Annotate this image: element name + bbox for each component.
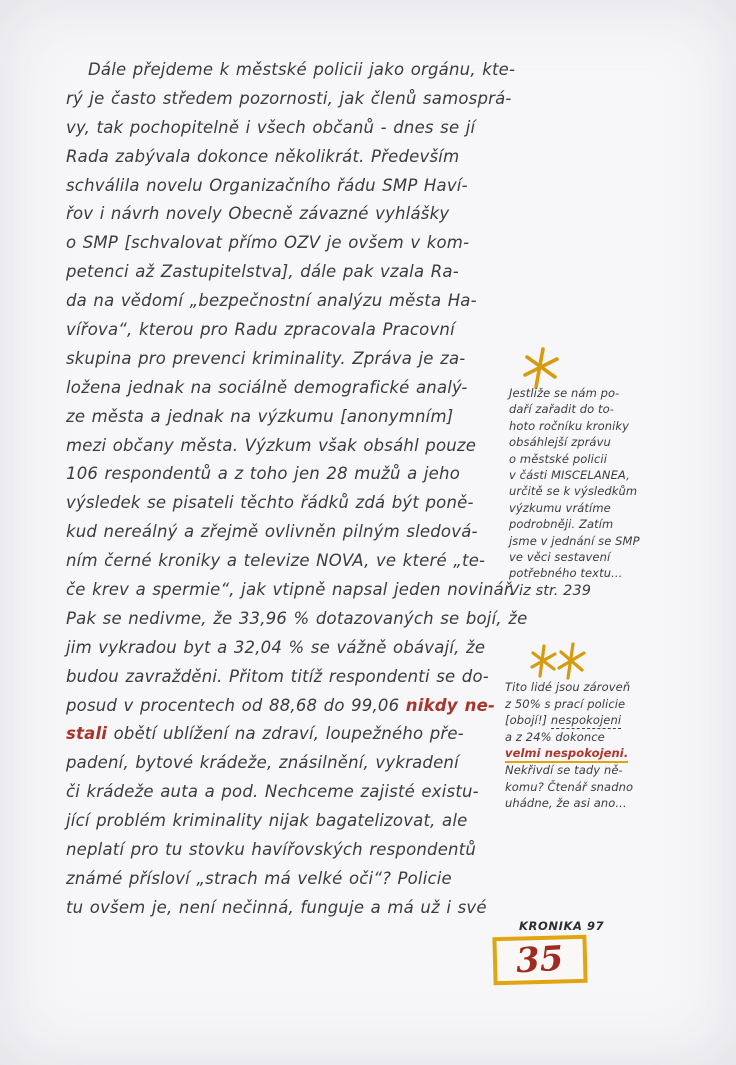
text-segment: rý je často středem pozornosti, jak členů samosprá- — [66, 88, 512, 108]
text-segment: Jestliže se nám po- — [509, 386, 620, 400]
text-line — [66, 840, 536, 869]
text-segment: padení, bytové krádeže, znásilnění, vykradení — [66, 753, 459, 773]
text-segment: známé přísloví „strach má velké oči“? Policie — [66, 868, 452, 888]
text-line — [66, 753, 536, 782]
text-segment: vy, tak pochopitelně i všech občanů - dnes se jí — [66, 117, 476, 137]
text-line — [66, 147, 536, 176]
text-line — [66, 869, 536, 898]
text-segment: v části MISCELANEA, — [509, 467, 630, 482]
text-line — [66, 204, 536, 233]
text-line — [66, 118, 536, 147]
text-segment: uhádne, že asi ano... — [505, 796, 627, 811]
text-line — [505, 680, 670, 697]
text-line — [66, 638, 536, 667]
margin-note-2 — [505, 680, 670, 813]
text-segment: tu ovšem je, není nečinná, funguje a má už i své — [66, 897, 487, 917]
text-segment: Tito lidé jsou zároveň — [505, 680, 631, 694]
text-segment: Viz str. 239 — [509, 582, 592, 599]
text-segment: jící problém kriminality nijak bagatelizovat, ale — [66, 811, 468, 831]
text-segment: obětí ublížení na zdraví, loupežného pře- — [107, 724, 464, 744]
text-line — [505, 730, 670, 747]
text-segment: obsáhlejší zprávu — [509, 435, 611, 450]
text-line — [66, 378, 536, 407]
text-segment: z 50% s prací policie — [505, 696, 626, 711]
text-segment: schválila novelu Organizačního řádu SMP Haví- — [66, 175, 468, 195]
text-line — [505, 763, 670, 780]
text-line — [66, 551, 536, 580]
text-line — [66, 464, 536, 493]
text-segment: kud nereálný a zřejmě ovlivněn pilným sledová- — [66, 522, 478, 542]
text-line — [509, 566, 661, 582]
text-segment: stali — [66, 724, 108, 744]
text-segment: řov i návrh novely Obecně závazné vyhlášky — [66, 204, 450, 224]
text-segment: potřebného textu... — [509, 566, 623, 581]
text-segment: ložena jednak na sociálně demografické analý- — [66, 377, 468, 397]
text-line — [505, 796, 670, 813]
text-segment: 106 respondentů a z toho jen 28 mužů a jeho — [66, 464, 460, 484]
text-segment: budou zavražděni. Přitom titíž respondenti se do- — [66, 666, 489, 686]
text-segment: skupina pro prevenci kriminality. Zpráva je za- — [66, 348, 466, 368]
text-line — [505, 780, 670, 797]
text-line — [66, 60, 536, 89]
text-segment: petenci až Zastupitelstva], dále pak vzala Ra- — [66, 262, 459, 282]
text-segment: da na vědomí „bezpečnostní analýzu města Ha- — [66, 291, 477, 311]
text-line — [66, 89, 536, 118]
text-segment: výzkumu vrátíme — [509, 500, 611, 515]
text-line — [66, 522, 536, 551]
text-segment: ze města a jednak na výzkumu [anonymním] — [66, 406, 454, 426]
text-line — [509, 534, 661, 550]
text-segment: o městské policii — [509, 451, 607, 466]
text-segment: Nekřivdí se tady ně- — [505, 762, 623, 777]
text-segment: a z 24% dokonce — [505, 729, 605, 744]
text-line — [66, 262, 536, 291]
text-line — [66, 233, 536, 262]
text-line — [66, 493, 536, 522]
text-line — [66, 811, 536, 840]
text-line — [509, 501, 661, 517]
text-segment: o SMP [schvalovat přímo OZV je ovšem v kom- — [66, 233, 470, 253]
text-line — [509, 452, 661, 468]
text-line — [66, 320, 536, 349]
text-line — [505, 746, 670, 763]
text-line — [66, 407, 536, 436]
chronicle-footer-label: KRONIKA 97 — [519, 919, 605, 933]
text-line — [66, 898, 536, 927]
text-segment: če krev a spermie“, jak vtipně napsal jeden novinář. — [66, 580, 515, 600]
text-line — [509, 402, 661, 418]
text-segment: či krádeže auta a pod. Nechceme zajisté existu- — [66, 782, 479, 802]
text-segment: vířova“, kterou pro Radu zpracovala Pracovní — [66, 320, 455, 340]
text-segment: nespokojeni — [550, 713, 622, 728]
text-segment: ve věci sestavení — [509, 549, 611, 564]
text-segment: neplatí pro tu stovku havířovských respondentů — [66, 840, 477, 860]
text-line — [509, 468, 661, 484]
text-line — [505, 697, 670, 714]
text-line — [66, 609, 536, 638]
text-line — [66, 724, 536, 753]
text-segment: hoto ročníku kroniky — [509, 418, 630, 433]
text-segment: Dále přejdeme k městské policii jako orgánu, kte- — [88, 60, 516, 79]
text-line — [66, 580, 536, 609]
text-line — [66, 176, 536, 205]
text-segment: daří zařadit do to- — [509, 402, 615, 417]
text-segment: Rada zabývala dokonce několikrát. Především — [66, 146, 460, 166]
text-line — [509, 550, 661, 566]
text-line — [509, 419, 661, 435]
text-segment: výsledek se pisateli těchto řádků zdá být poně- — [66, 493, 474, 513]
text-segment: mezi občany města. Výzkum však obsáhl pouze — [66, 435, 477, 455]
text-segment: jsme v jednání se SMP — [509, 533, 640, 548]
text-line — [66, 782, 536, 811]
text-line — [509, 517, 661, 533]
text-line — [509, 484, 661, 500]
text-line — [509, 386, 661, 402]
text-segment: velmi nespokojeni. — [505, 746, 628, 763]
margin-note-1 — [509, 386, 661, 599]
text-segment: [obojí!] — [505, 713, 551, 728]
text-segment: určitě se k výsledkům — [509, 484, 638, 499]
text-segment: nikdy ne- — [405, 695, 496, 715]
text-line — [66, 291, 536, 320]
page-number-box — [492, 935, 587, 985]
text-segment: ním černé kroniky a televize NOVA, ve které „te- — [66, 551, 486, 571]
text-segment: komu? Čtenář snadno — [505, 779, 634, 794]
text-line — [509, 583, 661, 599]
text-segment: Pak se nedivme, že 33,96 % dotazovaných se bojí, že — [66, 608, 528, 628]
text-line — [66, 696, 536, 725]
text-line — [505, 713, 670, 730]
text-line — [66, 436, 536, 465]
text-line — [66, 349, 536, 378]
text-line — [66, 667, 536, 696]
text-segment: podrobněji. Zatím — [509, 517, 614, 532]
page-number: 35 — [515, 938, 565, 982]
main-text-block — [66, 60, 536, 927]
text-line — [509, 435, 661, 451]
text-segment: posud v procentech od 88,68 do 99,06 — [66, 695, 406, 715]
text-segment: jim vykradou byt a 32,04 % se vážně obávají, že — [66, 637, 486, 657]
